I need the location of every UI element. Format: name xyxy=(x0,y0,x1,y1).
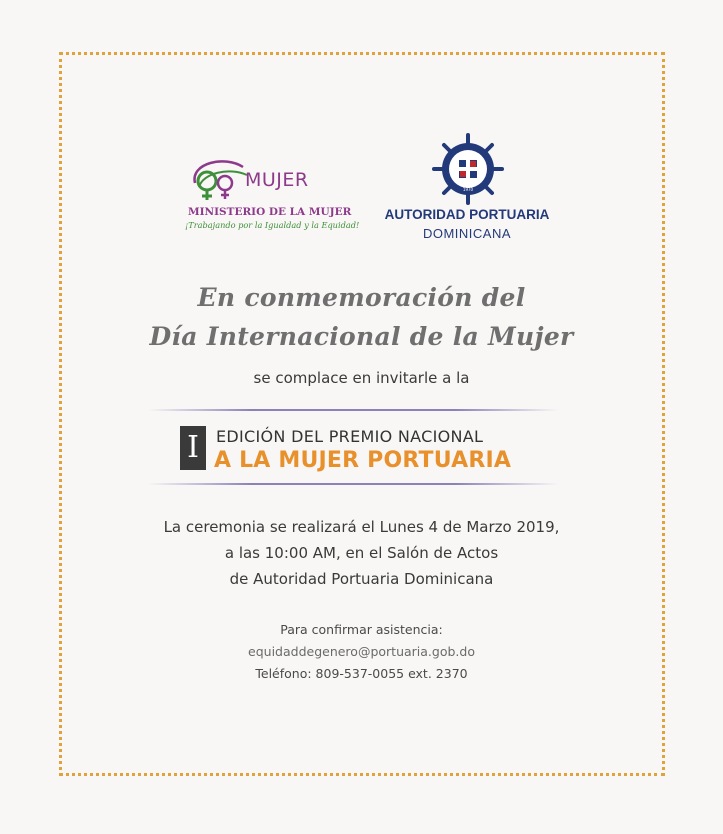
autoridad-sub: DOMINICANA xyxy=(422,226,512,241)
edition-title-line2: A LA MUJER PORTUARIA xyxy=(214,448,512,473)
edition-title-line1: EDICIÓN DEL PREMIO NACIONAL xyxy=(216,427,484,446)
autoridad-portuaria-logo xyxy=(372,133,562,243)
ship-wheel-emblem-icon xyxy=(432,133,504,205)
invite-text: se complace en invitarle a la xyxy=(253,369,470,387)
ceremony-details xyxy=(0,514,723,592)
rsvp-phone: Teléfono: 809-537-0055 ext. 2370 xyxy=(255,666,468,681)
rsvp-block xyxy=(0,619,723,685)
heading-line1: En conmemoración del xyxy=(197,283,526,312)
ministerio-name: MINISTERIO DE LA MUJER xyxy=(188,206,352,218)
divider-bottom xyxy=(148,483,558,485)
details-line2: a las 10:00 AM, en el Salón de Actos xyxy=(224,544,499,562)
emblem-year: 1970 xyxy=(462,187,474,192)
details-line1: La ceremonia se realizará el Lunes 4 de Marzo 2019, xyxy=(163,518,560,536)
autoridad-name: AUTORIDAD PORTUARIA xyxy=(384,207,550,222)
heading-line2: Día Internacional de la Mujer xyxy=(149,322,574,351)
edition-numeral: I xyxy=(180,426,206,470)
ministerio-mujer-logo xyxy=(185,153,360,238)
rsvp-label: Para confirmar asistencia: xyxy=(280,622,443,637)
rsvp-email[interactable]: equidaddegenero@portuaria.gob.do xyxy=(248,644,475,659)
divider-top xyxy=(148,409,558,411)
mujer-wordmark: MUJER xyxy=(245,169,309,191)
details-line3: de Autoridad Portuaria Dominicana xyxy=(229,570,494,588)
ministerio-slogan: ¡Trabajando por la Igualdad y la Equidad! xyxy=(185,220,360,230)
